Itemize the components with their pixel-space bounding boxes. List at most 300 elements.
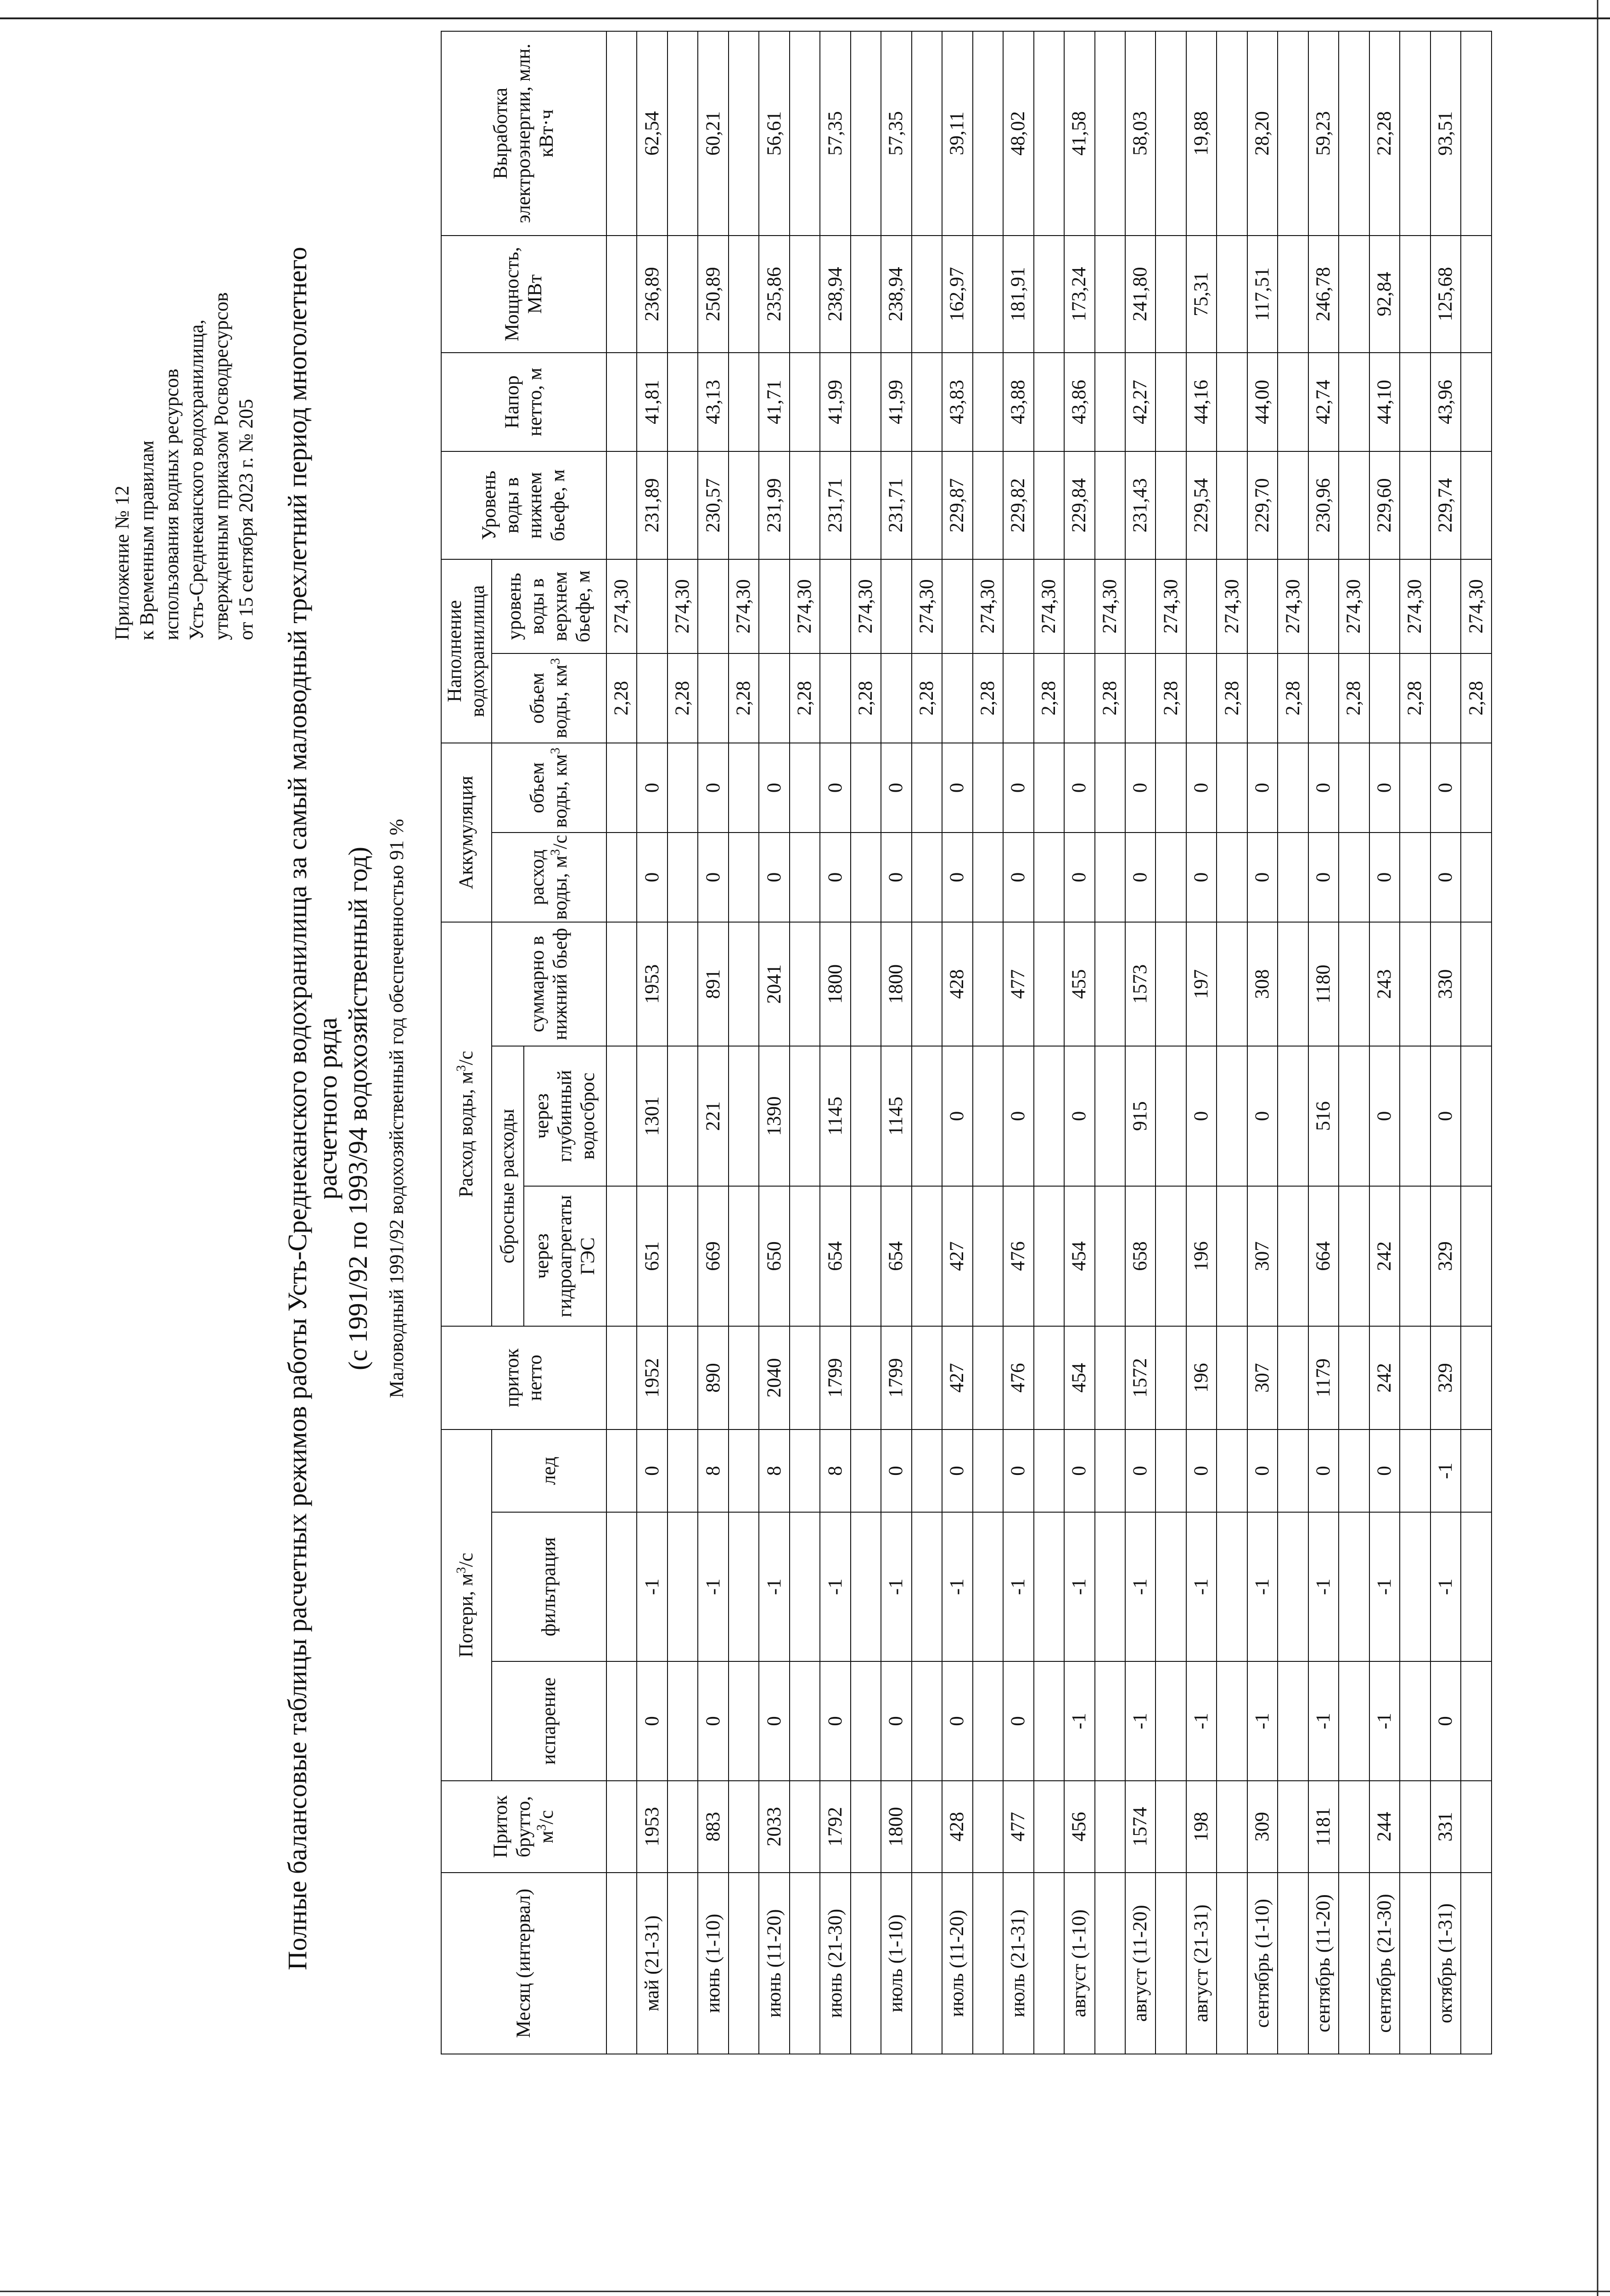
cell-total: 428 xyxy=(942,922,972,1046)
cell-acc-v: 0 xyxy=(759,743,789,833)
cell-ice: 0 xyxy=(1186,1429,1217,1512)
cell-gross xyxy=(1400,1781,1430,1873)
cell-acc-v: 0 xyxy=(1247,743,1278,833)
cell-lvl xyxy=(1430,559,1461,653)
cell-head: 42,74 xyxy=(1308,353,1339,451)
cell-gross: 1800 xyxy=(881,1781,911,1873)
cell-ice xyxy=(668,1429,698,1512)
cell-acc-v: 0 xyxy=(1003,743,1033,833)
cell-tail: 229,87 xyxy=(942,451,972,559)
cell-total xyxy=(729,922,759,1046)
cell-lvl xyxy=(1369,559,1400,653)
cell-acc-q xyxy=(1095,833,1125,922)
cell-tail: 229,54 xyxy=(1186,451,1217,559)
cell-tail: 229,60 xyxy=(1369,451,1400,559)
cell-tail xyxy=(912,451,942,559)
cell-acc-v xyxy=(1156,743,1186,833)
cell-acc-v xyxy=(1278,743,1308,833)
cell-ice: 0 xyxy=(881,1429,911,1512)
cell-gross: 309 xyxy=(1247,1781,1278,1873)
cell-filt: -1 xyxy=(698,1512,728,1661)
cell-acc-q: 0 xyxy=(637,833,667,922)
cell-ice: -1 xyxy=(1430,1429,1461,1512)
cell-gross xyxy=(790,1781,820,1873)
cell-power xyxy=(1461,236,1492,353)
cell-evap: -1 xyxy=(1369,1661,1400,1781)
cell-vol: 2,28 xyxy=(790,653,820,743)
cell-lvl: 274,30 xyxy=(606,559,637,653)
cell-energy: 57,35 xyxy=(820,31,850,236)
cell-deep: 0 xyxy=(1003,1046,1033,1186)
cell-total xyxy=(1095,922,1125,1046)
cell-ges xyxy=(1278,1186,1308,1326)
cell-evap: 0 xyxy=(637,1661,667,1781)
cell-vol: 2,28 xyxy=(729,653,759,743)
balance-table xyxy=(441,31,1492,2054)
cell-month xyxy=(668,1873,698,2054)
cell-month: сентябрь (21-30) xyxy=(1369,1873,1400,2054)
cell-power: 246,78 xyxy=(1308,236,1339,353)
cell-month xyxy=(790,1873,820,2054)
cell-evap xyxy=(851,1661,881,1781)
cell-tail: 230,57 xyxy=(698,451,728,559)
cell-ges: 329 xyxy=(1430,1186,1461,1326)
cell-tail xyxy=(851,451,881,559)
cell-vol xyxy=(942,653,972,743)
cell-acc-v xyxy=(668,743,698,833)
cell-tail: 231,89 xyxy=(637,451,667,559)
cell-net: 329 xyxy=(1430,1326,1461,1429)
cell-gross: 1181 xyxy=(1308,1781,1339,1873)
cell-month: июнь (1-10) xyxy=(698,1873,728,2054)
cell-filt xyxy=(912,1512,942,1661)
cell-vol: 2,28 xyxy=(1156,653,1186,743)
cell-total: 891 xyxy=(698,922,728,1046)
cell-ice xyxy=(606,1429,637,1512)
table-row xyxy=(698,31,728,2054)
cell-filt: -1 xyxy=(942,1512,972,1661)
cell-filt xyxy=(1461,1512,1492,1661)
cell-lvl: 274,30 xyxy=(1400,559,1430,653)
header-accumulation: Аккумуляция xyxy=(441,743,492,922)
cell-vol xyxy=(1308,653,1339,743)
cell-month: июнь (21-30) xyxy=(820,1873,850,2054)
cell-deep xyxy=(851,1046,881,1186)
cell-power xyxy=(606,236,637,353)
cell-tail: 231,71 xyxy=(881,451,911,559)
table-row xyxy=(1247,31,1278,2054)
cell-deep xyxy=(729,1046,759,1186)
cell-net xyxy=(1217,1326,1247,1429)
cell-net: 454 xyxy=(1064,1326,1094,1429)
cell-deep: 1301 xyxy=(637,1046,667,1186)
cell-head: 44,10 xyxy=(1369,353,1400,451)
cell-deep: 0 xyxy=(1247,1046,1278,1186)
cell-evap xyxy=(912,1661,942,1781)
cell-evap xyxy=(1034,1661,1064,1781)
cell-total: 330 xyxy=(1430,922,1461,1046)
header-tail-level: Уровень воды в нижнем бьефе, м xyxy=(441,451,606,559)
cell-ges xyxy=(790,1186,820,1326)
cell-month xyxy=(1217,1873,1247,2054)
cell-power xyxy=(790,236,820,353)
cell-lvl: 274,30 xyxy=(1217,559,1247,653)
cell-acc-q: 0 xyxy=(881,833,911,922)
cell-ice: 0 xyxy=(1308,1429,1339,1512)
cell-month: сентябрь (1-10) xyxy=(1247,1873,1278,2054)
cell-acc-v xyxy=(912,743,942,833)
cell-lvl: 274,30 xyxy=(1034,559,1064,653)
cell-tail xyxy=(790,451,820,559)
cell-net: 196 xyxy=(1186,1326,1217,1429)
cell-total xyxy=(1217,922,1247,1046)
cell-energy xyxy=(729,31,759,236)
cell-acc-v xyxy=(1217,743,1247,833)
cell-ges xyxy=(1034,1186,1064,1326)
cell-power xyxy=(1034,236,1064,353)
cell-power xyxy=(1339,236,1369,353)
cell-lvl: 274,30 xyxy=(790,559,820,653)
cell-net xyxy=(668,1326,698,1429)
document-subtitle: Маловодный 1991/92 водохозяйственный год обеспеченностью 91 % xyxy=(386,819,408,1398)
cell-acc-v: 0 xyxy=(1064,743,1094,833)
cell-energy xyxy=(1095,31,1125,236)
cell-lvl: 274,30 xyxy=(1095,559,1125,653)
cell-evap: 0 xyxy=(1003,1661,1033,1781)
cell-head: 41,99 xyxy=(820,353,850,451)
cell-evap xyxy=(668,1661,698,1781)
cell-acc-v: 0 xyxy=(820,743,850,833)
cell-filt: -1 xyxy=(759,1512,789,1661)
cell-lvl: 274,30 xyxy=(912,559,942,653)
cell-energy xyxy=(1034,31,1064,236)
cell-energy xyxy=(1156,31,1186,236)
cell-energy: 62,54 xyxy=(637,31,667,236)
cell-net: 307 xyxy=(1247,1326,1278,1429)
cell-filt xyxy=(1339,1512,1369,1661)
cell-tail: 230,96 xyxy=(1308,451,1339,559)
cell-net xyxy=(1156,1326,1186,1429)
cell-net xyxy=(1400,1326,1430,1429)
cell-month: июль (21-31) xyxy=(1003,1873,1033,2054)
cell-acc-q: 0 xyxy=(1247,833,1278,922)
cell-vol xyxy=(820,653,850,743)
cell-ges: 454 xyxy=(1064,1186,1094,1326)
cell-vol: 2,28 xyxy=(1461,653,1492,743)
table-row xyxy=(1278,31,1308,2054)
cell-deep xyxy=(1095,1046,1125,1186)
cell-ice xyxy=(1034,1429,1064,1512)
table-row xyxy=(1125,31,1156,2054)
cell-net: 890 xyxy=(698,1326,728,1429)
cell-acc-v xyxy=(851,743,881,833)
header-ice: лед xyxy=(492,1429,606,1512)
cell-deep: 915 xyxy=(1125,1046,1156,1186)
cell-total xyxy=(606,922,637,1046)
annex-line: Усть-Среднеканского водохранилища, xyxy=(186,319,208,640)
annex-line: Приложение № 12 xyxy=(112,485,133,640)
table-row xyxy=(851,31,881,2054)
cell-ice xyxy=(1278,1429,1308,1512)
cell-energy: 60,21 xyxy=(698,31,728,236)
cell-tail: 231,71 xyxy=(820,451,850,559)
cell-vol xyxy=(1186,653,1217,743)
cell-power: 241,80 xyxy=(1125,236,1156,353)
cell-total: 197 xyxy=(1186,922,1217,1046)
cell-lvl xyxy=(881,559,911,653)
cell-power: 162,97 xyxy=(942,236,972,353)
cell-ges xyxy=(1095,1186,1125,1326)
cell-acc-v: 0 xyxy=(881,743,911,833)
cell-total: 1800 xyxy=(820,922,850,1046)
cell-net: 242 xyxy=(1369,1326,1400,1429)
cell-lvl xyxy=(820,559,850,653)
cell-energy xyxy=(1278,31,1308,236)
cell-month: июль (11-20) xyxy=(942,1873,972,2054)
cell-head xyxy=(1278,353,1308,451)
cell-deep: 1145 xyxy=(881,1046,911,1186)
cell-gross xyxy=(973,1781,1003,1873)
cell-month xyxy=(1156,1873,1186,2054)
cell-head xyxy=(1217,353,1247,451)
cell-gross xyxy=(1034,1781,1064,1873)
cell-evap: 0 xyxy=(759,1661,789,1781)
cell-ges xyxy=(1400,1186,1430,1326)
cell-ges xyxy=(1461,1186,1492,1326)
cell-gross: 428 xyxy=(942,1781,972,1873)
cell-net xyxy=(1034,1326,1064,1429)
cell-gross xyxy=(729,1781,759,1873)
cell-net xyxy=(790,1326,820,1429)
cell-evap: 0 xyxy=(698,1661,728,1781)
cell-acc-v: 0 xyxy=(1186,743,1217,833)
header-filtration: фильтрация xyxy=(492,1512,606,1661)
cell-power: 92,84 xyxy=(1369,236,1400,353)
cell-ice: 0 xyxy=(1003,1429,1033,1512)
cell-ice: 8 xyxy=(759,1429,789,1512)
header-total-down: суммарно в нижний бьеф xyxy=(492,922,606,1046)
cell-net xyxy=(1461,1326,1492,1429)
cell-power: 238,94 xyxy=(881,236,911,353)
cell-filt: -1 xyxy=(1308,1512,1339,1661)
cell-acc-q: 0 xyxy=(1186,833,1217,922)
header-energy: Выработка электроэнергии, млн. кВт·ч xyxy=(441,31,606,236)
annex-line: утвержденным приказом Росводресурсов xyxy=(211,292,232,640)
cell-gross: 1792 xyxy=(820,1781,850,1873)
cell-deep: 1145 xyxy=(820,1046,850,1186)
cell-gross xyxy=(851,1781,881,1873)
cell-acc-v: 0 xyxy=(1125,743,1156,833)
table-row xyxy=(1064,31,1094,2054)
cell-acc-v xyxy=(1400,743,1430,833)
cell-acc-q: 0 xyxy=(698,833,728,922)
cell-ges: 654 xyxy=(820,1186,850,1326)
cell-acc-q xyxy=(1278,833,1308,922)
cell-gross: 244 xyxy=(1369,1781,1400,1873)
cell-month xyxy=(1339,1873,1369,2054)
cell-deep xyxy=(1278,1046,1308,1186)
cell-acc-v xyxy=(790,743,820,833)
cell-filt: -1 xyxy=(637,1512,667,1661)
cell-total: 1573 xyxy=(1125,922,1156,1046)
cell-acc-q: 0 xyxy=(942,833,972,922)
cell-ges xyxy=(729,1186,759,1326)
cell-filt: -1 xyxy=(1003,1512,1033,1661)
cell-head: 41,71 xyxy=(759,353,789,451)
cell-vol: 2,28 xyxy=(1278,653,1308,743)
table-body xyxy=(606,31,1492,2054)
cell-evap xyxy=(606,1661,637,1781)
cell-total xyxy=(668,922,698,1046)
cell-power xyxy=(973,236,1003,353)
cell-ice xyxy=(851,1429,881,1512)
cell-net xyxy=(606,1326,637,1429)
cell-net xyxy=(729,1326,759,1429)
cell-total xyxy=(1278,922,1308,1046)
cell-lvl: 274,30 xyxy=(1461,559,1492,653)
cell-energy: 59,23 xyxy=(1308,31,1339,236)
document-title xyxy=(282,199,373,2018)
cell-net xyxy=(1095,1326,1125,1429)
cell-head: 44,16 xyxy=(1186,353,1217,451)
cell-lvl: 274,30 xyxy=(668,559,698,653)
cell-total xyxy=(1461,922,1492,1046)
cell-month xyxy=(1400,1873,1430,2054)
cell-month xyxy=(912,1873,942,2054)
header-acc-volume: объем воды, $км^3$ xyxy=(492,743,606,833)
cell-filt xyxy=(1278,1512,1308,1661)
cell-vol: 2,28 xyxy=(1339,653,1369,743)
cell-ice: 0 xyxy=(1247,1429,1278,1512)
cell-tail xyxy=(1339,451,1369,559)
cell-power: 236,89 xyxy=(637,236,667,353)
cell-net: 476 xyxy=(1003,1326,1033,1429)
header-month: Месяц (интервал) xyxy=(441,1873,606,2054)
header-filling: Наполнение водохранилища xyxy=(441,559,492,743)
cell-lvl: 274,30 xyxy=(1278,559,1308,653)
cell-lvl xyxy=(637,559,667,653)
table-row xyxy=(1034,31,1064,2054)
cell-evap xyxy=(729,1661,759,1781)
cell-total xyxy=(790,922,820,1046)
cell-deep xyxy=(1339,1046,1369,1186)
annex-block xyxy=(110,0,259,640)
cell-tail xyxy=(1461,451,1492,559)
cell-tail xyxy=(1095,451,1125,559)
cell-acc-q: 0 xyxy=(1125,833,1156,922)
cell-ges: 196 xyxy=(1186,1186,1217,1326)
cell-ges: 669 xyxy=(698,1186,728,1326)
table-row xyxy=(1217,31,1247,2054)
cell-filt: -1 xyxy=(820,1512,850,1661)
cell-energy: 28,20 xyxy=(1247,31,1278,236)
cell-energy xyxy=(1217,31,1247,236)
cell-head: 42,27 xyxy=(1125,353,1156,451)
cell-gross: 1574 xyxy=(1125,1781,1156,1873)
cell-head xyxy=(729,353,759,451)
cell-head xyxy=(1156,353,1186,451)
cell-power xyxy=(1400,236,1430,353)
cell-filt xyxy=(1095,1512,1125,1661)
cell-acc-v xyxy=(729,743,759,833)
cell-evap: 0 xyxy=(820,1661,850,1781)
cell-month: август (1-10) xyxy=(1064,1873,1094,2054)
cell-filt xyxy=(1217,1512,1247,1661)
cell-gross: 456 xyxy=(1064,1781,1094,1873)
cell-head: 44,00 xyxy=(1247,353,1278,451)
cell-total xyxy=(851,922,881,1046)
cell-total: 1800 xyxy=(881,922,911,1046)
header-via-units: через гидроагрегаты ГЭС xyxy=(524,1186,606,1326)
cell-total: 308 xyxy=(1247,922,1278,1046)
cell-gross xyxy=(1156,1781,1186,1873)
cell-vol: 2,28 xyxy=(973,653,1003,743)
cell-tail xyxy=(606,451,637,559)
cell-evap: 0 xyxy=(881,1661,911,1781)
table-row xyxy=(942,31,972,2054)
cell-evap xyxy=(1339,1661,1369,1781)
cell-ges: 307 xyxy=(1247,1186,1278,1326)
cell-energy xyxy=(1339,31,1369,236)
cell-month xyxy=(1278,1873,1308,2054)
cell-deep xyxy=(668,1046,698,1186)
cell-filt xyxy=(851,1512,881,1661)
cell-evap xyxy=(973,1661,1003,1781)
cell-vol xyxy=(698,653,728,743)
title-line: Полные балансовые таблицы расчетных режимов работы Усть-Среднеканского водохранилища за самый маловодный трехлетний период многолетнего расчетного ряда xyxy=(282,247,342,1970)
cell-filt: -1 xyxy=(1064,1512,1094,1661)
cell-gross: 477 xyxy=(1003,1781,1033,1873)
cell-total: 455 xyxy=(1064,922,1094,1046)
cell-net xyxy=(1339,1326,1369,1429)
cell-tail xyxy=(1278,451,1308,559)
cell-lvl xyxy=(1308,559,1339,653)
cell-total: 1180 xyxy=(1308,922,1339,1046)
cell-gross xyxy=(668,1781,698,1873)
cell-total xyxy=(1156,922,1186,1046)
cell-energy: 19,88 xyxy=(1186,31,1217,236)
cell-deep xyxy=(912,1046,942,1186)
cell-ges: 654 xyxy=(881,1186,911,1326)
table-row xyxy=(606,31,637,2054)
cell-total: 1953 xyxy=(637,922,667,1046)
cell-ges xyxy=(668,1186,698,1326)
cell-deep: 0 xyxy=(1430,1046,1461,1186)
cell-power xyxy=(1095,236,1125,353)
cell-acc-v xyxy=(606,743,637,833)
cell-acc-v: 0 xyxy=(698,743,728,833)
cell-energy xyxy=(912,31,942,236)
cell-head xyxy=(1339,353,1369,451)
cell-evap: 0 xyxy=(942,1661,972,1781)
cell-month xyxy=(851,1873,881,2054)
cell-power xyxy=(1156,236,1186,353)
cell-ges: 651 xyxy=(637,1186,667,1326)
cell-deep: 0 xyxy=(1369,1046,1400,1186)
cell-deep xyxy=(1156,1046,1186,1186)
cell-gross xyxy=(606,1781,637,1873)
cell-month xyxy=(1461,1873,1492,2054)
cell-filt xyxy=(790,1512,820,1661)
cell-net: 1952 xyxy=(637,1326,667,1429)
cell-ice xyxy=(1339,1429,1369,1512)
cell-lvl xyxy=(1003,559,1033,653)
cell-total xyxy=(973,922,1003,1046)
cell-head: 43,96 xyxy=(1430,353,1461,451)
cell-ges xyxy=(1156,1186,1186,1326)
cell-month xyxy=(973,1873,1003,2054)
cell-gross xyxy=(1217,1781,1247,1873)
